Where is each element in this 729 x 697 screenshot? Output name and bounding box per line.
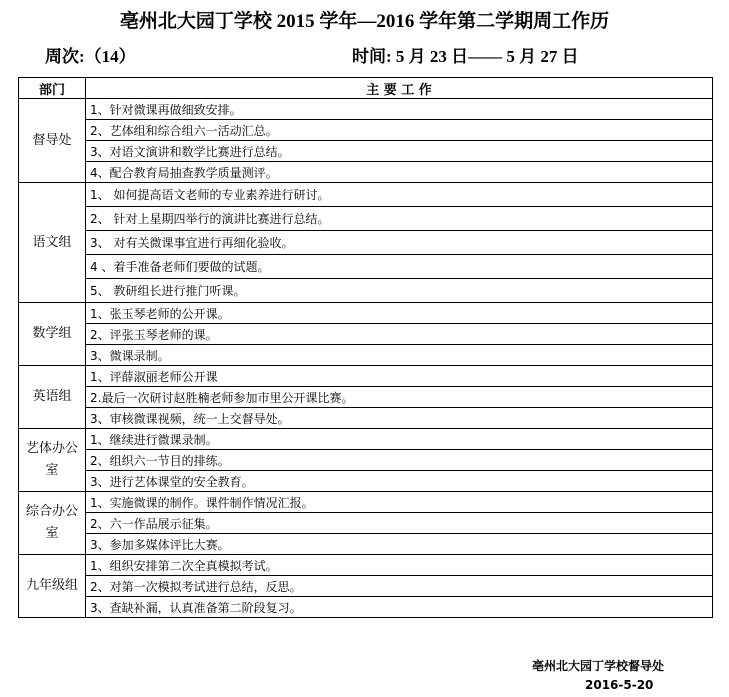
- task-cell: 2、对第一次模拟考试进行总结，反思。: [86, 576, 713, 597]
- table-row: [19, 387, 713, 408]
- table-row: [19, 471, 713, 492]
- department-cell: 九年级组: [19, 555, 86, 618]
- table-row: [19, 534, 713, 555]
- task-cell: 2、艺体组和综合组六一活动汇总。: [86, 120, 713, 141]
- table-row: [19, 303, 713, 324]
- task-cell: 1、继续进行微课录制。: [86, 429, 713, 450]
- week-number: 周次:（14）: [45, 47, 136, 66]
- task-cell: 2、组织六一节目的排练。: [86, 450, 713, 471]
- table-row: [19, 492, 713, 513]
- task-cell: 1、针对微课再做细致安排。: [86, 99, 713, 120]
- task-cell: 2.最后一次研讨赵胜楠老师参加市里公开课比赛。: [86, 387, 713, 408]
- task-cell: 5、 教研组长进行推门听课。: [86, 279, 713, 303]
- table-row: [19, 429, 713, 450]
- header-department: 部门: [19, 78, 86, 99]
- department-cell: 综合办公室: [19, 492, 86, 555]
- table-row: [19, 99, 713, 120]
- task-cell: 2、评张玉琴老师的课。: [86, 324, 713, 345]
- task-cell: 4 、着手准备老师们要做的试题。: [86, 255, 713, 279]
- task-cell: 1、实施微课的制作。课件制作情况汇报。: [86, 492, 713, 513]
- table-row: [19, 366, 713, 387]
- table-row: [19, 555, 713, 576]
- task-cell: 3、进行艺体课堂的安全教育。: [86, 471, 713, 492]
- footer-date: 2016-5-20: [585, 678, 654, 692]
- department-cell: 语文组: [19, 183, 86, 303]
- table-row: [19, 231, 713, 255]
- department-cell: 艺体办公室: [19, 429, 86, 492]
- task-cell: 3、审核微课视频，统一上交督导处。: [86, 408, 713, 429]
- table-row: [19, 183, 713, 207]
- task-cell: 1、组织安排第二次全真模拟考试。: [86, 555, 713, 576]
- date-range: 时间: 5 月 23 日—— 5 月 27 日: [352, 47, 579, 66]
- page-title: 亳州北大园丁学校 2015 学年—2016 学年第二学期周工作历: [119, 11, 610, 32]
- task-cell: 1、张玉琴老师的公开课。: [86, 303, 713, 324]
- table-row: [19, 141, 713, 162]
- table-body: [19, 99, 713, 618]
- footer-organization: 亳州北大园丁学校督导处: [532, 659, 665, 673]
- task-cell: 3、 对有关微课事宜进行再细化验收。: [86, 231, 713, 255]
- weekly-schedule-table: [18, 77, 713, 618]
- table-row: [19, 207, 713, 231]
- table-row: [19, 120, 713, 141]
- task-cell: 3、参加多媒体评比大赛。: [86, 534, 713, 555]
- task-cell: 3、微课录制。: [86, 345, 713, 366]
- department-cell: 数学组: [19, 303, 86, 366]
- table-row: [19, 597, 713, 618]
- table-header-row: [19, 78, 713, 99]
- task-cell: 2、六一作品展示征集。: [86, 513, 713, 534]
- table-row: [19, 408, 713, 429]
- task-cell: 1、评薛淑丽老师公开课: [86, 366, 713, 387]
- task-cell: 3、查缺补漏，认真准备第二阶段复习。: [86, 597, 713, 618]
- table-row: [19, 324, 713, 345]
- task-cell: 1、 如何提高语文老师的专业素养进行研讨。: [86, 183, 713, 207]
- table-row: [19, 279, 713, 303]
- task-cell: 3、对语文演讲和数学比赛进行总结。: [86, 141, 713, 162]
- header-main-work: 主 要 工 作: [86, 78, 713, 99]
- department-cell: 督导处: [19, 99, 86, 183]
- task-cell: 2、 针对上星期四举行的演讲比赛进行总结。: [86, 207, 713, 231]
- table-row: [19, 255, 713, 279]
- table-row: [19, 513, 713, 534]
- table-row: [19, 450, 713, 471]
- department-cell: 英语组: [19, 366, 86, 429]
- task-cell: 4、配合教育局抽查教学质量测评。: [86, 162, 713, 183]
- table-row: [19, 576, 713, 597]
- table-row: [19, 345, 713, 366]
- table-row: [19, 162, 713, 183]
